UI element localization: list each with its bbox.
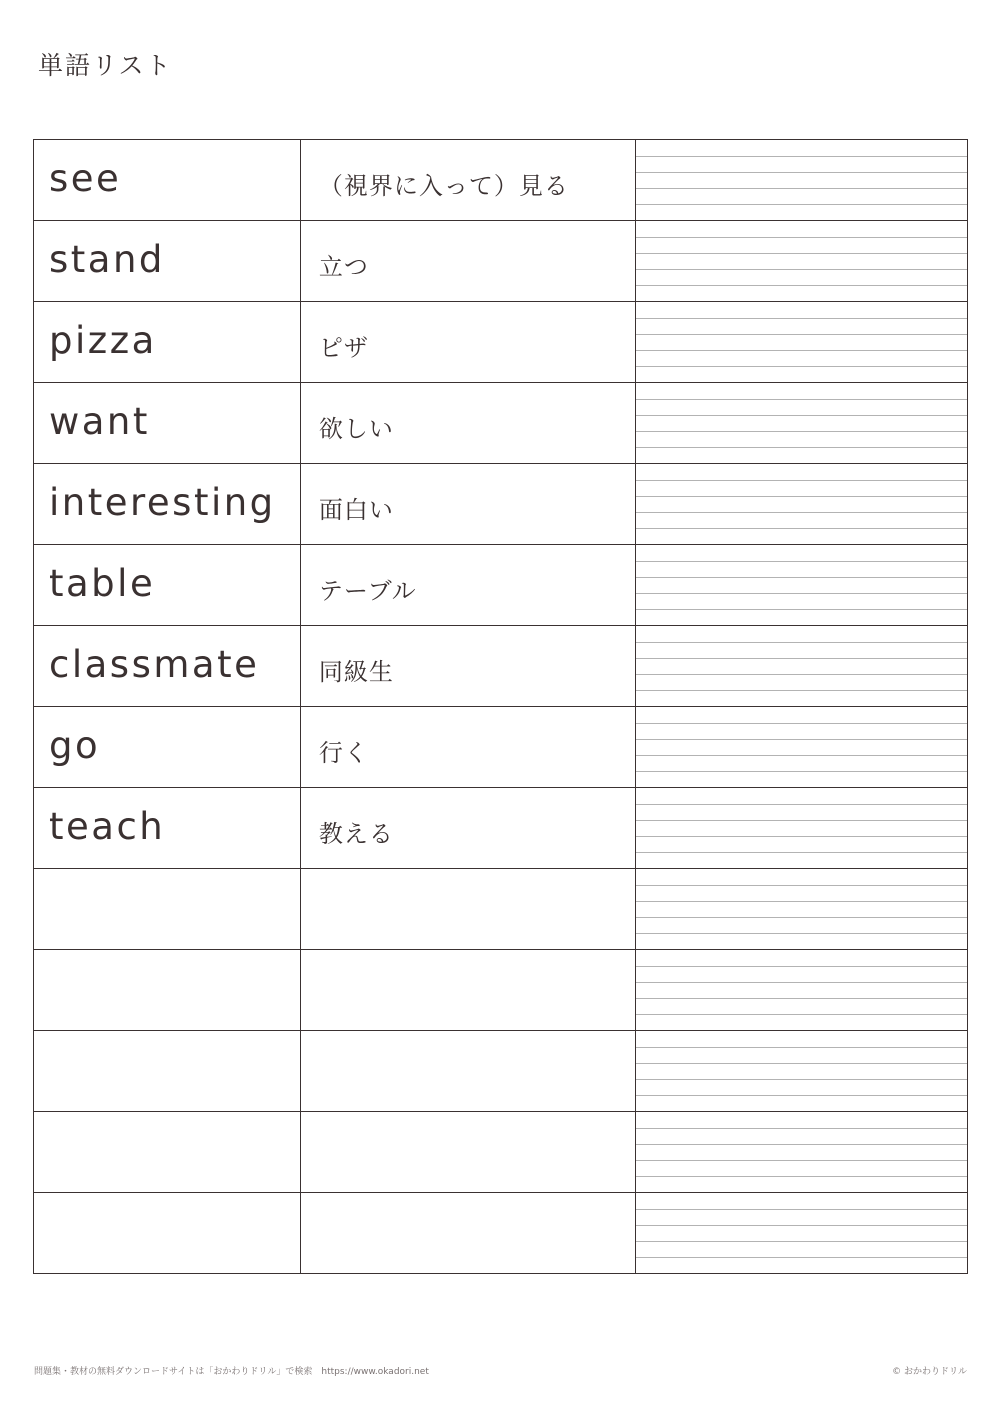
english-word xyxy=(34,907,300,911)
english-word: classmate xyxy=(49,642,260,686)
english-cell xyxy=(34,1112,301,1193)
practice-writing-lines xyxy=(636,788,967,868)
english-word: pizza xyxy=(49,318,157,362)
english-cell xyxy=(34,221,301,302)
footer-site-note: 問題集・教材の無料ダウンロードサイトは「おかわりドリル」で検索 https://www.okadori.net xyxy=(34,1367,429,1377)
word-row xyxy=(34,140,968,221)
word-row xyxy=(34,788,968,869)
word-row xyxy=(34,1193,968,1274)
english-cell xyxy=(34,626,301,707)
practice-writing-lines xyxy=(636,1112,967,1192)
english-word xyxy=(34,1231,300,1235)
english-word: go xyxy=(49,723,101,767)
japanese-meaning: （視界に入って）見る xyxy=(318,171,569,200)
word-row xyxy=(34,464,968,545)
english-word: want xyxy=(49,399,150,443)
japanese-meaning: 教える xyxy=(318,819,394,848)
practice-cell[interactable] xyxy=(635,950,967,1031)
japanese-cell xyxy=(300,1112,635,1193)
practice-cell[interactable] xyxy=(635,464,967,545)
japanese-cell xyxy=(300,1193,635,1274)
japanese-meaning: ピザ xyxy=(318,333,369,362)
word-row xyxy=(34,302,968,383)
practice-cell[interactable] xyxy=(635,221,967,302)
japanese-cell xyxy=(300,626,635,707)
japanese-meaning: テーブル xyxy=(318,576,417,605)
japanese-cell xyxy=(300,788,635,869)
page-title: 単語リスト xyxy=(38,51,173,80)
japanese-meaning xyxy=(301,987,635,993)
english-cell xyxy=(34,545,301,626)
japanese-cell xyxy=(300,302,635,383)
english-cell xyxy=(34,950,301,1031)
japanese-cell xyxy=(300,545,635,626)
word-row xyxy=(34,383,968,464)
practice-writing-lines xyxy=(636,950,967,1030)
practice-cell[interactable] xyxy=(635,1112,967,1193)
english-word: interesting xyxy=(49,480,276,524)
english-cell xyxy=(34,707,301,788)
practice-cell[interactable] xyxy=(635,545,967,626)
footer-copyright: © おかわりドリル xyxy=(892,1367,967,1377)
japanese-meaning: 行く xyxy=(318,738,369,767)
practice-cell[interactable] xyxy=(635,1031,967,1112)
english-word: teach xyxy=(49,804,166,848)
practice-writing-lines xyxy=(636,302,967,382)
english-word xyxy=(34,1069,300,1073)
japanese-meaning: 面白い xyxy=(318,495,394,524)
english-word: see xyxy=(49,156,122,200)
japanese-meaning xyxy=(301,1149,635,1155)
practice-cell[interactable] xyxy=(635,140,967,221)
english-cell xyxy=(34,140,301,221)
english-word xyxy=(34,1150,300,1154)
english-word: table xyxy=(49,561,156,605)
practice-writing-lines xyxy=(636,464,967,544)
english-cell xyxy=(34,1031,301,1112)
english-word: stand xyxy=(49,237,165,281)
word-row xyxy=(34,707,968,788)
practice-writing-lines xyxy=(636,869,967,949)
japanese-meaning xyxy=(301,906,635,912)
practice-writing-lines xyxy=(636,140,967,220)
practice-writing-lines xyxy=(636,221,967,301)
english-cell xyxy=(34,869,301,950)
practice-writing-lines xyxy=(636,1193,967,1273)
practice-cell[interactable] xyxy=(635,788,967,869)
practice-cell[interactable] xyxy=(635,707,967,788)
practice-writing-lines xyxy=(636,626,967,706)
word-row xyxy=(34,626,968,707)
japanese-meaning: 欲しい xyxy=(318,414,394,443)
practice-cell[interactable] xyxy=(635,383,967,464)
practice-cell[interactable] xyxy=(635,1193,967,1274)
practice-writing-lines xyxy=(636,707,967,787)
practice-writing-lines xyxy=(636,1031,967,1111)
english-cell xyxy=(34,1193,301,1274)
practice-cell[interactable] xyxy=(635,626,967,707)
english-word xyxy=(34,988,300,992)
word-row xyxy=(34,1112,968,1193)
word-row xyxy=(34,1031,968,1112)
word-row xyxy=(34,221,968,302)
word-row xyxy=(34,545,968,626)
word-list-table xyxy=(33,139,968,1274)
english-cell xyxy=(34,788,301,869)
japanese-meaning: 同級生 xyxy=(318,657,394,686)
practice-writing-lines xyxy=(636,383,967,463)
japanese-meaning xyxy=(301,1230,635,1236)
word-row xyxy=(34,950,968,1031)
japanese-meaning: 立つ xyxy=(318,252,369,281)
practice-cell[interactable] xyxy=(635,869,967,950)
japanese-cell xyxy=(300,383,635,464)
japanese-cell xyxy=(300,140,635,221)
japanese-cell xyxy=(300,221,635,302)
japanese-cell xyxy=(300,464,635,545)
practice-writing-lines xyxy=(636,545,967,625)
japanese-cell xyxy=(300,1031,635,1112)
japanese-cell xyxy=(300,869,635,950)
japanese-cell xyxy=(300,950,635,1031)
japanese-meaning xyxy=(301,1068,635,1074)
japanese-cell xyxy=(300,707,635,788)
english-cell xyxy=(34,464,301,545)
english-cell xyxy=(34,383,301,464)
practice-cell[interactable] xyxy=(635,302,967,383)
word-row xyxy=(34,869,968,950)
english-cell xyxy=(34,302,301,383)
